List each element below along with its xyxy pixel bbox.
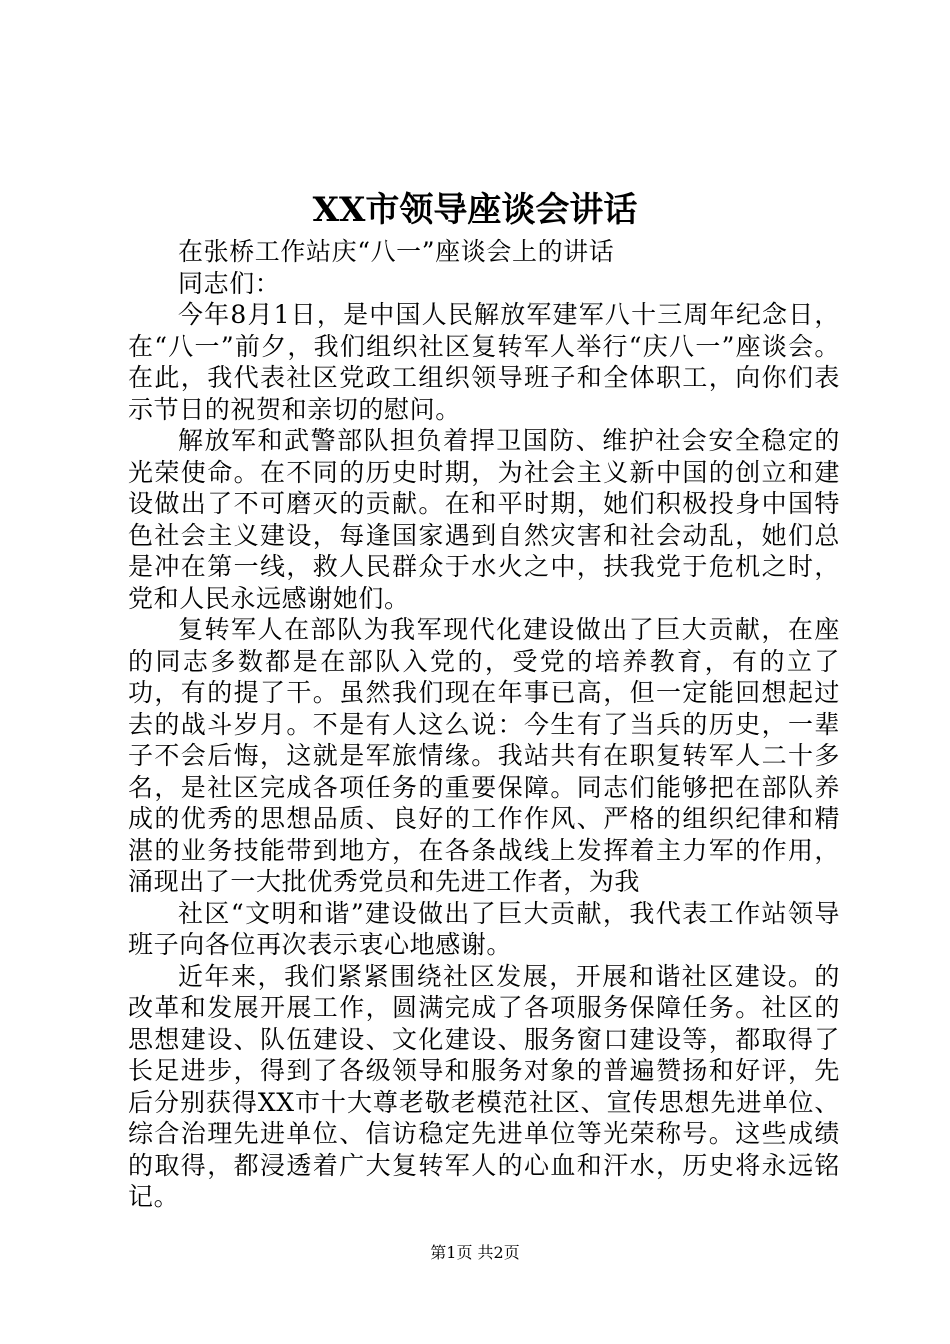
page-footer: 第1页 共2页 [430, 1243, 520, 1262]
salutation-paragraph: 同志们： [178, 268, 281, 298]
subtitle-paragraph: 在张桥工作站庆“八一”座谈会上的讲话 [178, 237, 615, 266]
body-paragraph: 近年来，我们紧紧围绕社区发展，开展和谐社区建设。的改革和发展开展工作，圆满完成了各项服务保障任务。社区的思想建设、队伍建设、文化建设、服务窗口建设等，都取得了长足进步，得到了各级领导和服务对象的普遍赞扬和好评，先后分别获得XX市十大尊老敬老模范社区、宣传思想先进单位、综合治理先进单位、信访稳定先进单位等光荣称号。这些成绩的取得，都浸透着广大复转军人的心血和汗水，历史将永远铭记。 [128, 961, 840, 1211]
body-paragraph: 复转军人在部队为我军现代化建设做出了巨大贡献，在座的同志多数都是在部队入党的，受党的培养教育，有的立了功，有的提了干。虽然我们现在年事已高，但一定能回想起过去的战斗岁月。不是有人这么说：今生有了当兵的历史，一辈子不会后悔，这就是军旅情缘。我站共有在职复转军人二十多名，是社区完成各项任务的重要保障。同志们能够把在部队养成的优秀的思想品质、良好的工作作风、严格的组织纪律和精湛的业务技能带到地方，在各条战线上发挥着主力军的作用，涌现出了一大批优秀党员和先进工作者，为我 [128, 615, 840, 896]
document-title: XX市领导座谈会讲话 [312, 190, 638, 230]
body-paragraph: 今年8月1日，是中国人民解放军建军八十三周年纪念日，在“八一”前夕，我们组织社区复转军人举行“庆八一”座谈会。在此，我代表社区党政工组织领导班子和全体职工，向你们表示节日的祝贺和亲切的慰问。 [128, 300, 840, 424]
document-body [128, 236, 840, 1213]
body-paragraph: 解放军和武警部队担负着捍卫国防、维护社会安全稳定的光荣使命。在不同的历史时期，为社会主义新中国的创立和建设做出了不可磨灭的贡献。在和平时期，她们积极投身中国特色社会主义建设，每逢国家遇到自然灾害和社会动乱，她们总是冲在第一线，救人民群众于水火之中，扶我党于危机之时，党和人民永远感谢她们。 [128, 426, 840, 613]
body-paragraph: 社区“文明和谐”建设做出了巨大贡献，我代表工作站领导班子向各位再次表示衷心地感谢。 [128, 898, 840, 959]
